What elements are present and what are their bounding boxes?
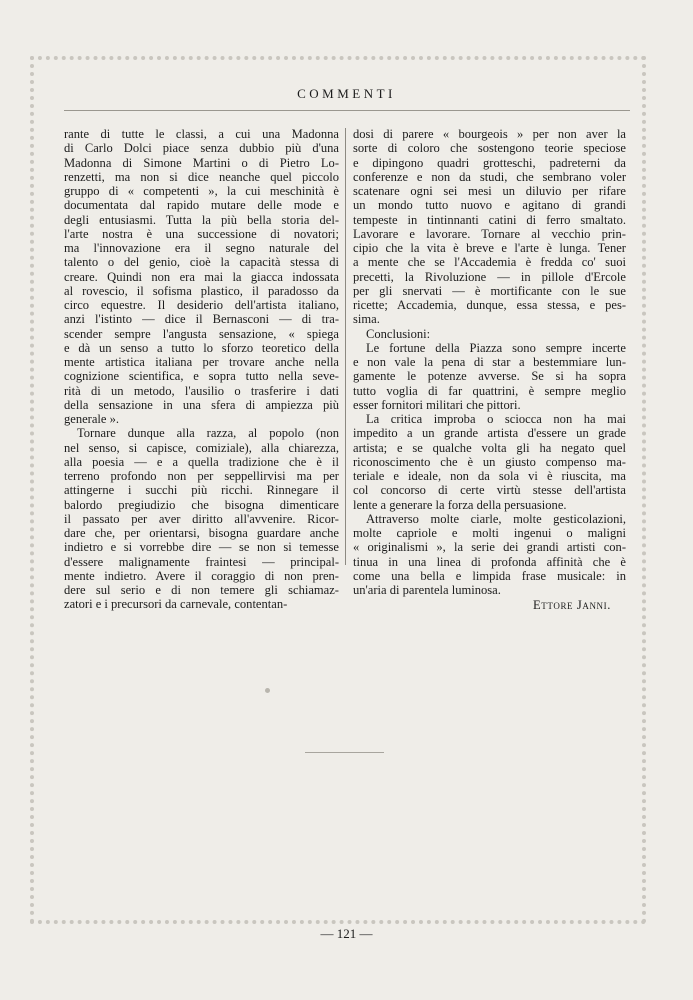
text-line: Lavorare e lavorare. Tornare al vecchio prin-	[353, 226, 626, 241]
text-line: circo equestre. Il desiderio dell'artista italiano,	[64, 298, 339, 312]
text-line: Tornare dunque alla razza, al popolo (non	[77, 426, 339, 441]
text-line: per gli snervati — è mortificante con le sue	[353, 283, 626, 298]
text-line: a mente che se l'Accademia è fredda co' suoi	[353, 255, 626, 270]
text-line: teriale e ideale, non da sola vi è riuscita, ma	[353, 469, 626, 483]
text-line: Attraverso molte ciarle, molte gesticolazioni,	[366, 511, 626, 526]
text-line: « originalismi », la serie dei grandi artisti con-	[353, 540, 626, 555]
text-line: zatori e i precursori da carnevale, contentan-	[64, 597, 288, 612]
column-divider	[345, 128, 346, 565]
paragraph	[353, 412, 626, 512]
text-line: gruppo di « competenti », la cui meschinità è	[64, 184, 339, 198]
text-line: un mondo tutto nuovo e agitano di grandi	[353, 198, 626, 213]
text-line: ricette; Accademia, dunque, essa stessa, e pes-	[353, 298, 626, 312]
text-line: cognizione scientifica, e sopra tutto nella seve-	[64, 369, 339, 384]
text-line: gamente le potenze avverse. Se si ha sopra	[353, 369, 626, 384]
text-line: col concorso di certe virtù stesse dell'artista	[353, 483, 626, 498]
text-line: artista; e se qualche volta gli ha negato quel	[353, 440, 626, 455]
text-line: generale ».	[64, 412, 120, 426]
paragraph	[353, 327, 626, 341]
header-rule	[64, 110, 630, 111]
text-line: sima.	[353, 312, 380, 327]
paragraph	[64, 426, 339, 611]
text-line: degli entusiasmi. Tutta la più bella storia del-	[64, 212, 339, 227]
text-line: cipio che la vita è breve e l'arte è lunga. Tener	[353, 241, 626, 255]
text-line: e dipingono quadri grotteschi, padreterni da	[353, 155, 626, 170]
text-line: tutto voglia di far quattrini, è sempre meglio	[353, 383, 626, 398]
text-line: mente indietro. Avere il coraggio di non pren-	[64, 568, 339, 583]
text-line: conferenze e non da studi, che sembrano voler	[353, 169, 626, 184]
author-signature: Ettore Janni.	[533, 598, 611, 613]
text-line: Conclusioni:	[366, 326, 431, 341]
text-line: di Carlo Dolci piace senza dubbio più d'una	[64, 141, 339, 156]
text-line: sorte di coloro che sostengono teorie speciose	[353, 141, 626, 156]
running-title: COMMENTI	[297, 86, 396, 101]
text-line: dosi di parere « bourgeois » per non aver la	[353, 127, 626, 141]
text-line: talento o del genio, cioè la capacità stessa di	[64, 255, 339, 270]
text-line: al rovescio, il sofisma plastico, il paradosso da	[64, 283, 339, 298]
text-line: d'essere malignamente fraintesi — principal-	[64, 554, 339, 569]
text-line: della sensazione in una sfera di ampiezza più	[64, 397, 339, 412]
paper-speck	[265, 688, 270, 693]
text-line: lente a generare la forza della persuasione.	[353, 497, 567, 512]
end-rule	[305, 752, 384, 753]
left-column	[64, 127, 339, 612]
text-line: ma l'innovazione era il segno naturale del	[64, 241, 339, 255]
text-line: impedito a un grande artista d'essere un grade	[353, 426, 626, 441]
text-line: Madonna di Simone Martini o di Pietro Lo-	[64, 155, 339, 170]
text-line: La critica improba o sciocca non ha mai	[366, 412, 626, 426]
text-line: indietro e si vorrebbe dire — se non si temesse	[64, 540, 339, 555]
text-line: molte capriole e molti ingenui o maligni	[353, 526, 626, 540]
text-line: rità di un metodo, l'ausilio o trasferire i dati	[64, 383, 339, 398]
paragraph	[64, 127, 339, 426]
text-line: rante di tutte le classi, a cui una Madonna	[64, 127, 339, 141]
text-line: terreno profondo non per seppellirvisi ma per	[64, 469, 339, 483]
text-line: tinua in una linea di profonda affinità che è	[353, 554, 626, 569]
text-line: un'aria di parentela luminosa.	[353, 583, 501, 597]
text-line: esser fornitori militari che pittori.	[353, 397, 521, 412]
text-line: scatenare ogni sei mesi un diluvio per rifare	[353, 184, 626, 198]
text-line: renzetti, ma non si dice neanche quel piccolo	[64, 169, 339, 184]
text-line: riconoscimento che è un giusto compenso ma-	[353, 454, 626, 469]
text-line: e dà un senso a tutto lo sforzo teoretico della	[64, 340, 339, 355]
text-line: dere sul serio e di non temere gli schiamaz-	[64, 583, 339, 597]
page-number: — 121 —	[320, 926, 373, 941]
text-line: creare. Quindi non era mai la giacca indossata	[64, 269, 339, 284]
right-column	[353, 127, 626, 613]
text-line: alla poesia — e a quella tradizione che è il	[64, 454, 339, 469]
text-line: come una bella e limpida frase musicale: in	[353, 568, 626, 583]
text-line: attingerne i succhi più ricchi. Rinnegare il	[64, 483, 339, 498]
text-line: documentata dal rapido mutare delle mode e	[64, 198, 339, 213]
paragraph	[353, 512, 626, 598]
text-line: Le fortune della Piazza sono sempre incerte	[366, 340, 626, 355]
text-line: l'arte nostra è una successione di novatori;	[64, 226, 339, 241]
text-line: scender sempre l'angusta sensazione, « spiega	[64, 326, 339, 341]
text-line: il passato per aver diritto all'avvenire. Ricor-	[64, 511, 339, 526]
text-line: dare che, per orientarsi, bisogna guardare anche	[64, 526, 339, 540]
paragraph	[353, 127, 626, 327]
text-line: anzi l'istinto — dice il Bernasconi — di tra-	[64, 312, 339, 327]
text-line: nel senso, si capisce, comiziale), alla chiarezza,	[64, 440, 339, 455]
text-line: e non vale la pena di star a bestemmiare lun-	[353, 355, 626, 369]
text-line: balordo pregiudizio che bisogna dimenticare	[64, 497, 339, 512]
text-line: precetti, la Rivoluzione — in pillole d'Ercole	[353, 269, 626, 284]
text-line: mente artistica italiana per trovare anche nella	[64, 355, 339, 369]
text-line: tempeste in tintinnanti catini di ferro smaltato.	[353, 212, 626, 227]
paragraph	[353, 341, 626, 412]
